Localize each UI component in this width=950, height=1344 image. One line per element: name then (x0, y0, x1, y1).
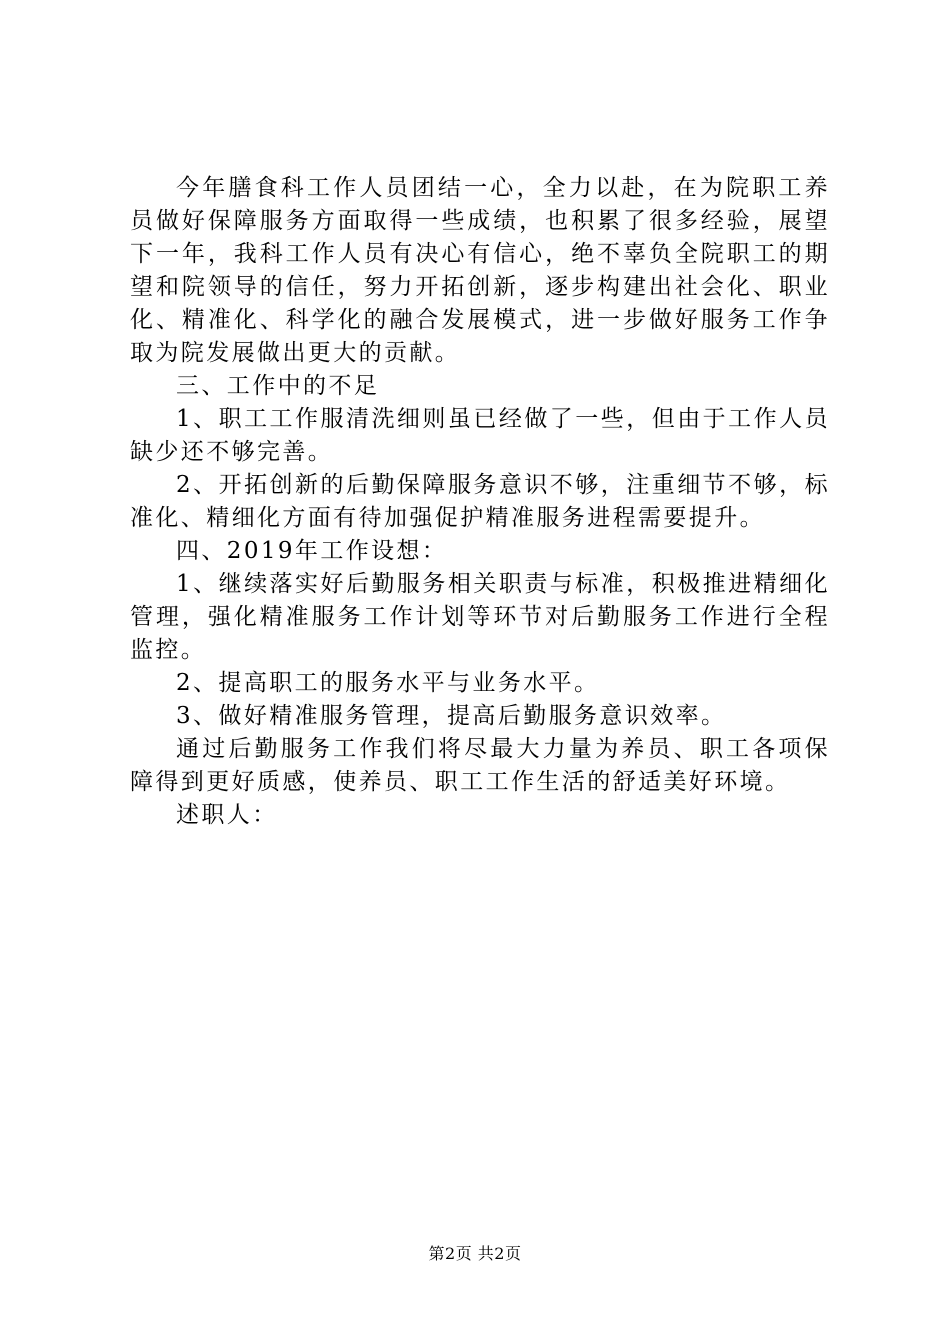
paragraph-closing: 通过后勤服务工作我们将尽最大力量为养员、职工各项保障得到更好质感，使养员、职工工作生活的舒适美好环境。 (130, 736, 830, 795)
paragraph-summary: 今年膳食科工作人员团结一心，全力以赴，在为院职工养员做好保障服务方面取得一些成绩，也积累了很多经验，展望下一年，我科工作人员有决心有信心，绝不辜负全院职工的期望和院领导的信任，努力开拓创新，逐步构建出社会化、职业化、精准化、科学化的融合发展模式，进一步做好服务工作争取为院发展做出更大的贡献。 (130, 175, 830, 366)
paragraph-plan-2: 2、提高职工的服务水平与业务水平。 (176, 670, 600, 696)
heading-shortcomings: 三、工作中的不足 (176, 373, 380, 399)
paragraph-shortcoming-2: 2、开拓创新的后勤保障服务意识不够，注重细节不够，标准化、精细化方面有待加强促护精准服务进程需要提升。 (130, 472, 830, 531)
heading-work-plan: 四、2019年工作设想： (176, 538, 448, 564)
document-body (130, 172, 830, 832)
paragraph-plan-3: 3、做好精准服务管理，提高后勤服务意识效率。 (176, 703, 727, 729)
paragraph-plan-1: 1、继续落实好后勤服务相关职责与标准，积极推进精细化管理，强化精准服务工作计划等环节对后勤服务工作进行全程监控。 (130, 571, 830, 663)
paragraph-shortcoming-1: 1、职工工作服清洗细则虽已经做了一些，但由于工作人员缺少还不够完善。 (130, 406, 830, 465)
page-number-footer: 第2页 共2页 (428, 1244, 522, 1263)
signature-label: 述职人： (176, 802, 278, 828)
